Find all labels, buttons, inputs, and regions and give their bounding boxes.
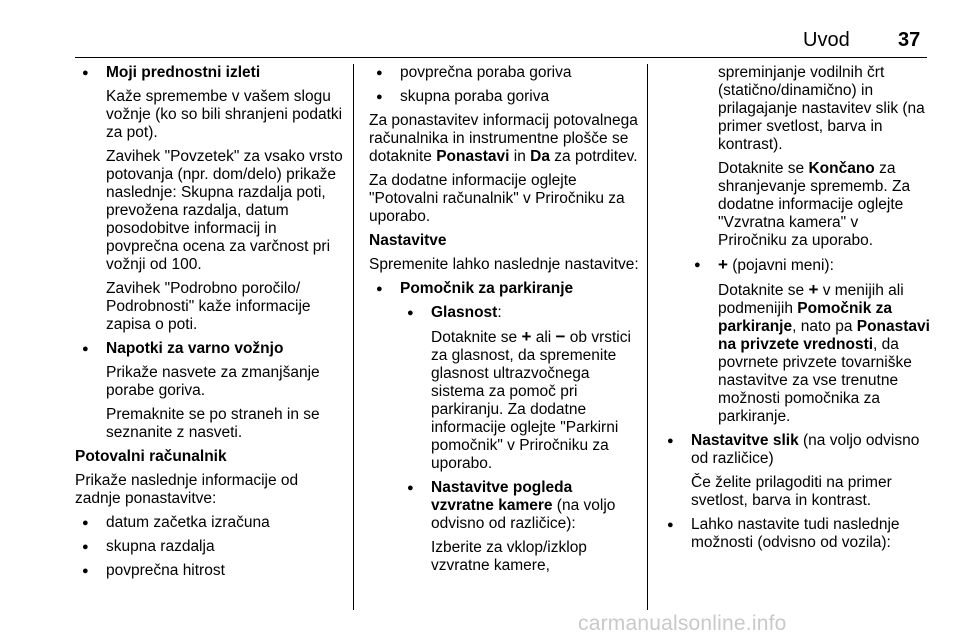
- plus-icon: +: [808, 280, 819, 299]
- paragraph: Če želite prilagoditi na primer svetlost, barva in kontrast.: [691, 474, 892, 509]
- paragraph: Zavihek "Podrobno poročilo/ Podrobnosti" kaže informacije zapisa o poti.: [106, 280, 311, 333]
- paragraph: Premaknite se po straneh in se seznanite z nasveti.: [106, 406, 320, 441]
- paragraph: Za ponastavitev informacij potovalnega računalnika in instrumentne plošče se dotaknite Ponastavi in Da za potrditev.: [369, 112, 638, 165]
- paragraph: spreminjanje vodilnih črt (statično/dinamično) in prilagajanje nastavitev slik (na primer svetlost, barva in kontrast).: [718, 64, 925, 153]
- list-item: ● Nastavitve slik (na voljo odvisno od različice) Če želite prilagoditi na primer svetlost, barva in kontrast.: [660, 432, 930, 510]
- paragraph: Dotaknite se + ali − ob vrstici za glasnost, da spremenite glasnost ultrazvočnega sistema za pomoč pri parkiranju. Za dodatne informacije oglejte "Parkirni pomočnik" v Priročniku za uporabo.: [431, 327, 631, 472]
- paragraph: Dotaknite se Končano za shranjevanje sprememb. Za dodatne informacije oglejte "Vzvratna kamera" v Priročniku za uporabo.: [718, 160, 911, 249]
- plus-icon: +: [521, 327, 532, 346]
- list-item: ● povprečna hitrost: [75, 562, 345, 580]
- list-item: ● Nastavitve pogleda vzvratne kamere (na voljo odvisno od različice): Izberite za vklop/izklop vzvratne kamere,: [400, 479, 639, 575]
- paragraph: Kaže spremembe v vašem slogu vožnje (ko so bili shranjeni podatki za pot).: [106, 88, 343, 141]
- section-heading-settings: Nastavitve: [369, 232, 447, 249]
- confirm-button-label: Da: [530, 148, 550, 165]
- column-1: [75, 64, 345, 586]
- list-item: [75, 64, 345, 334]
- tips-heading: ● Napotki za varno vožnjo: [106, 340, 284, 357]
- volume-heading: Glasnost: [431, 304, 498, 321]
- list-item: ● + (pojavni meni): Dotaknite se + v menijih ali podmenijih Pomočnik za parkiranje, nato pa Ponastavi na privzete vrednosti, da povrnete privzete tovarniške nastavitve za vse trenutne možnosti pomočnika za parkiranje.: [687, 256, 930, 426]
- list-item: ● povprečna poraba goriva: [369, 64, 639, 82]
- list-item: ● skupna poraba goriva: [369, 88, 639, 106]
- paragraph: Prikaže nasvete za zmanjšanje porabe goriva.: [106, 364, 320, 399]
- done-button-label: Končano: [808, 160, 875, 177]
- list-item: ● Glasnost: Dotaknite se + ali − ob vrstici za glasnost, da spremenite glasnost ultrazvočnega sistema za pomoč pri parkiranju. Za dodatne informacije oglejte "Parkirni pomočnik" v Priročniku za uporabo.: [400, 304, 639, 473]
- watermark: carmanualsonline.info: [578, 612, 787, 635]
- header-title: Uvod: [803, 29, 850, 51]
- paragraph: Za dodatne informacije oglejte "Potovalni računalnik" v Priročniku za uporabo.: [369, 172, 625, 225]
- list-item: ● Lahko nastavite tudi naslednje možnosti (odvisno od vozila):: [660, 516, 930, 552]
- header-rule: [75, 57, 927, 58]
- paragraph: Spremenite lahko naslednje nastavitve:: [369, 256, 639, 273]
- trips-heading: ● Moji prednostni izleti: [106, 64, 261, 81]
- section-heading-trip-computer: Potovalni računalnik: [75, 448, 227, 465]
- page-header: [0, 29, 960, 53]
- list-item: [75, 340, 345, 442]
- list-item: ● datum začetka izračuna: [75, 514, 345, 532]
- column-2: [369, 64, 639, 581]
- reset-button-label: Ponastavi: [436, 148, 510, 165]
- list-item: ● skupna razdalja: [75, 538, 345, 556]
- page-number: 37: [898, 29, 921, 51]
- image-settings-heading: Nastavitve slik: [691, 432, 799, 449]
- camera-heading: Nastavitve pogleda vzvratne kamere: [431, 479, 573, 514]
- column-divider-1: [353, 64, 354, 610]
- park-assist-heading: ● Pomočnik za parkiranje: [400, 280, 574, 297]
- plus-icon: +: [718, 255, 728, 274]
- reset-defaults-label: Ponastavi na privzete vrednosti: [718, 318, 930, 353]
- park-assist-menu-label: Pomočnik za parkiranje: [718, 300, 893, 335]
- continued-item: [660, 64, 930, 250]
- paragraph: Prikaže naslednje informacije od zadnje ponastavitve:: [75, 472, 299, 507]
- paragraph: Dotaknite se + v menijih ali podmenijih Pomočnik za parkiranje, nato pa Ponastavi na privzete vrednosti, da povrnete privzete tovarniške nastavitve za vse trenutne možnosti pomočnika za parkiranje.: [718, 280, 930, 425]
- column-3: [660, 64, 930, 558]
- paragraph: Izberite za vklop/izklop vzvratne kamere,: [431, 539, 587, 574]
- paragraph: Zavihek "Povzetek" za vsako vrsto potovanja (npr. dom/delo) prikaže naslednje: Skupna razdalja poti, prevožena razdalja, datum posodobitve informacij in povprečna ocena za varčnost pri vožnji od 100.: [106, 148, 343, 273]
- column-divider-2: [647, 64, 648, 610]
- minus-icon: −: [555, 327, 566, 346]
- list-item: [369, 280, 639, 575]
